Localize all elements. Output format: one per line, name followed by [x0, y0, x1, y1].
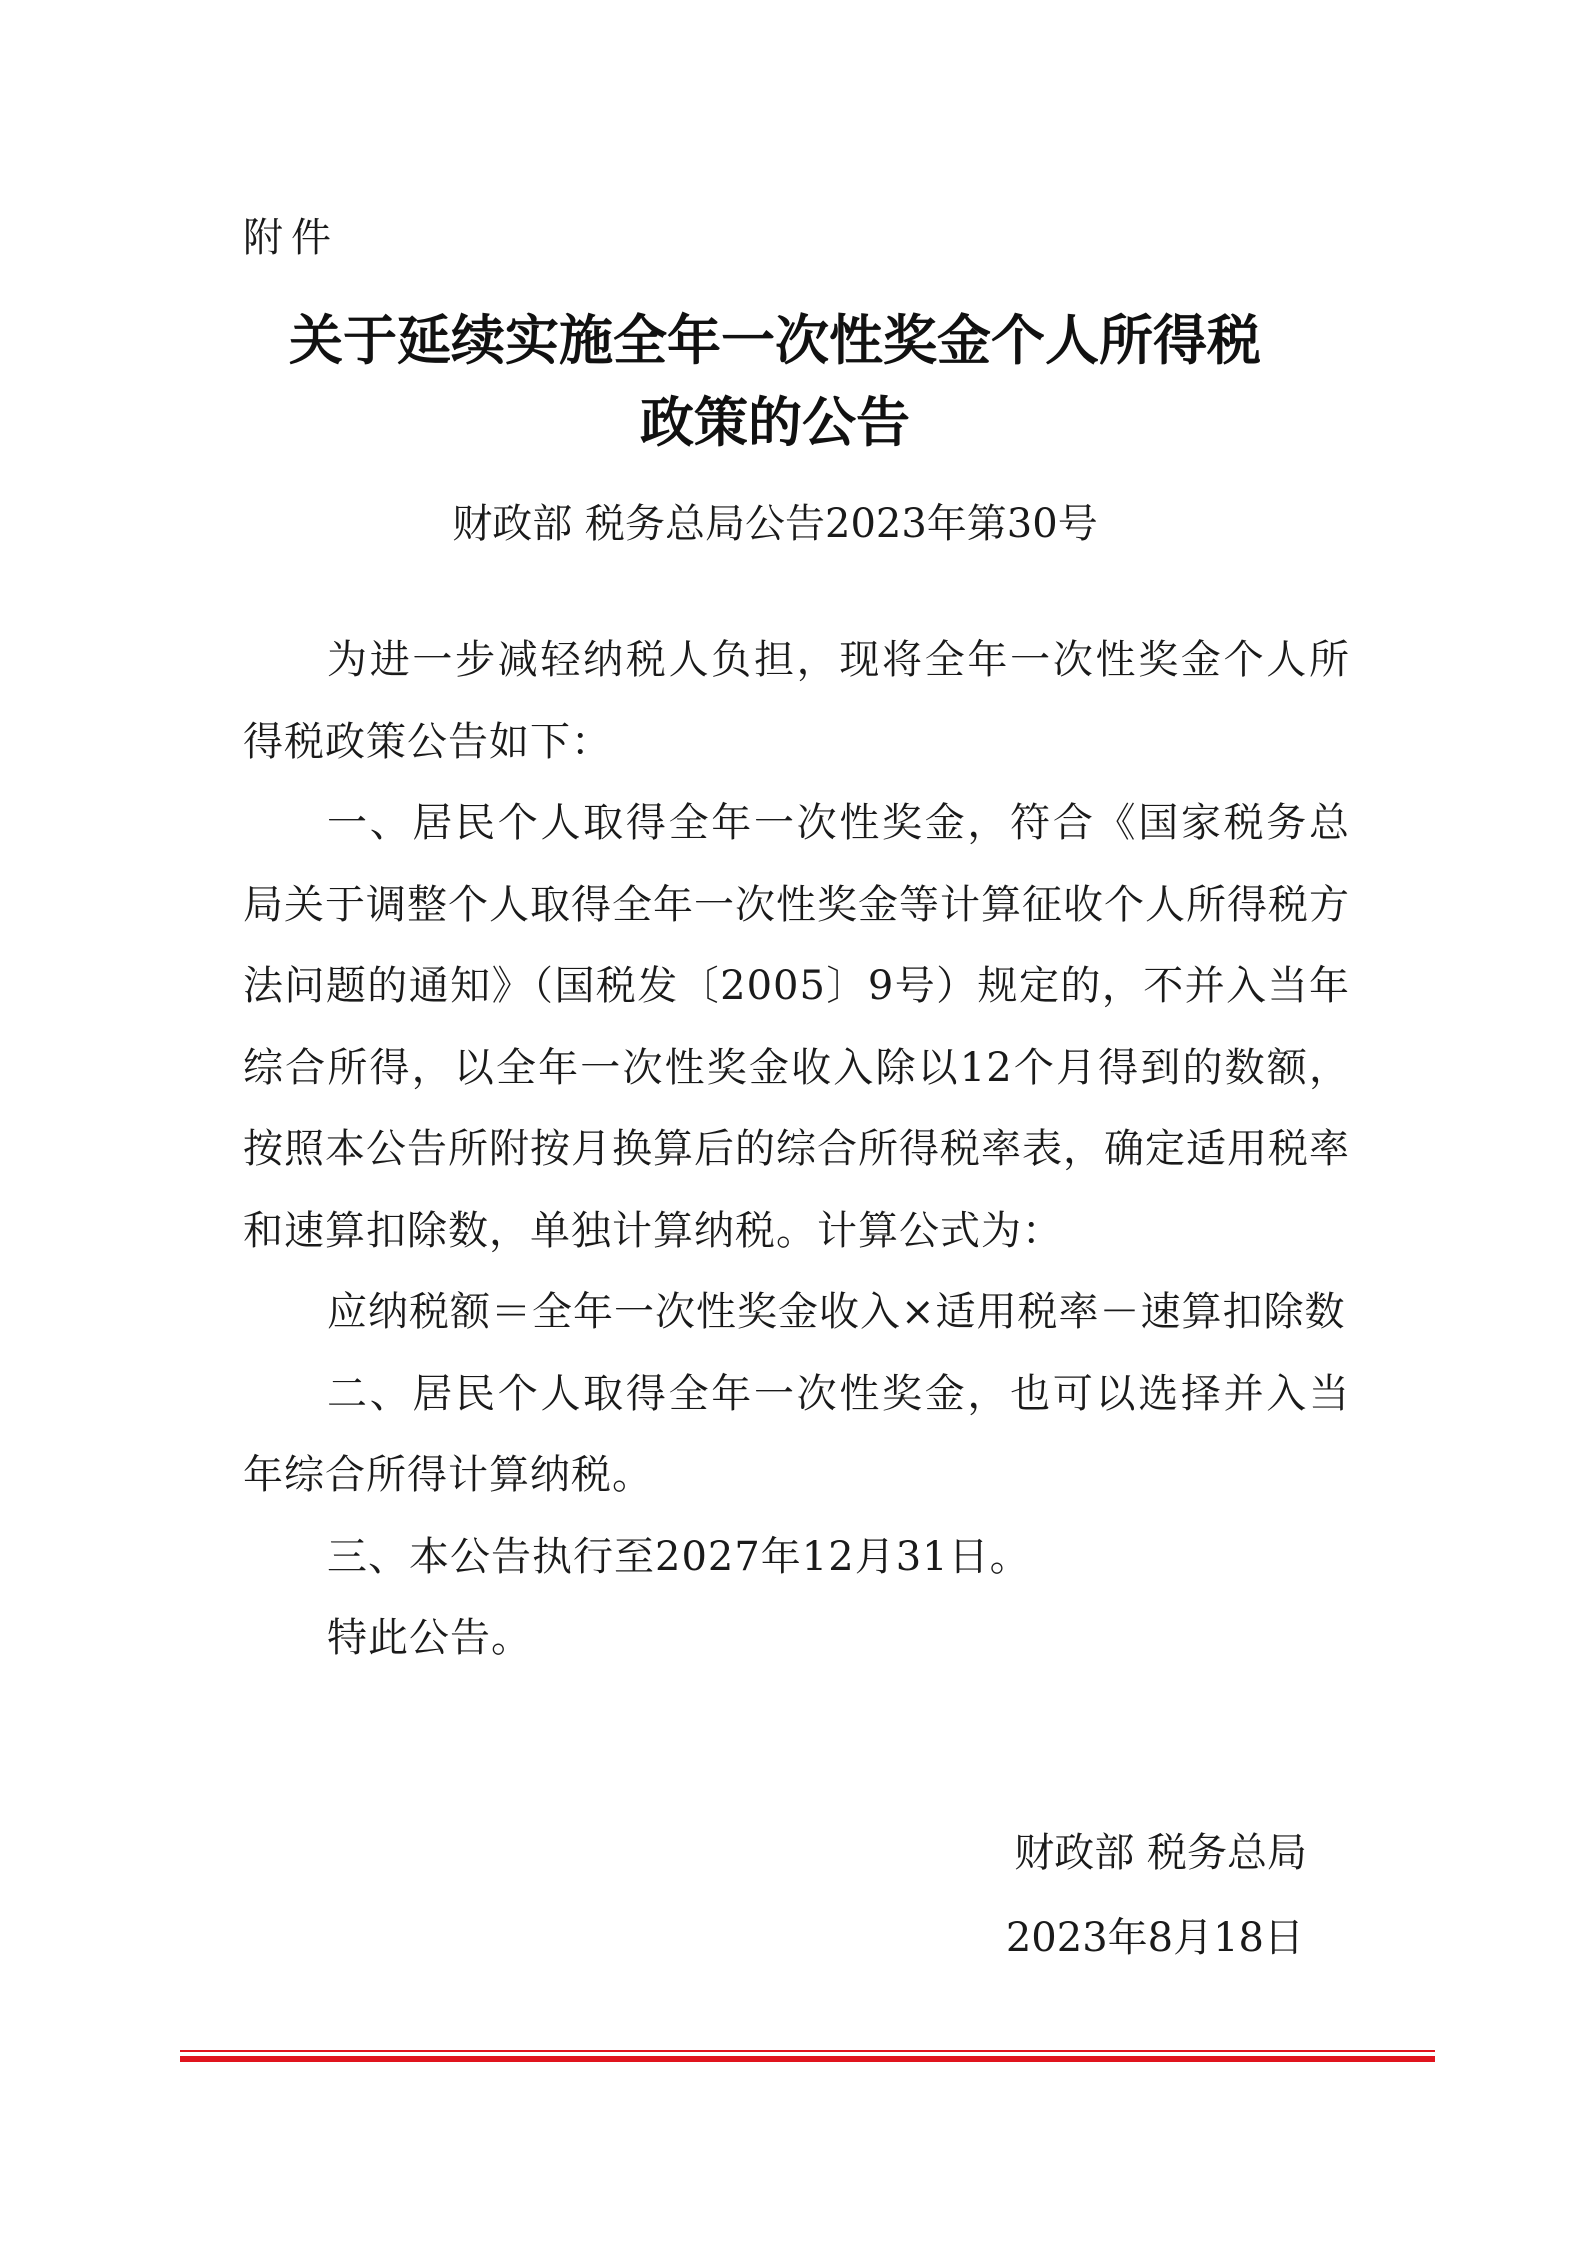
document-number: 财政部 税务总局公告2023年第30号 — [452, 501, 1098, 547]
footer-rule-thick — [180, 2056, 1435, 2062]
body-paragraph-item-2: 二、居民个人取得全年一次性奖金，也可以选择并入当年综合所得计算纳税。 — [243, 1370, 1350, 1498]
body-paragraph-formula: 应纳税额＝全年一次性奖金收入×适用税率－速算扣除数 — [327, 1289, 1346, 1335]
attachment-label: 附件 — [243, 215, 339, 261]
issuing-agencies: 财政部 税务总局 — [1014, 1830, 1307, 1876]
issue-date: 2023年8月18日 — [1005, 1915, 1304, 1961]
document-title-line-1: 关于延续实施全年一次性奖金个人所得税 — [289, 309, 1261, 372]
document-title-line-2: 政策的公告 — [640, 391, 910, 454]
footer-rule-thin — [180, 2050, 1435, 2052]
body-paragraph-intro: 为进一步减轻纳税人负担，现将全年一次性奖金个人所得税政策公告如下： — [243, 637, 1350, 765]
body-paragraph-item-3: 三、本公告执行至2027年12月31日。 — [327, 1533, 1031, 1580]
body-paragraph-item-1: 一、居民个人取得全年一次性奖金，符合《国家税务总局关于调整个人取得全年一次性奖金等计算征收个人所得税方法问题的通知》（国税发〔2005〕9号）规定的，不并入当年综合所得，以全年一次性奖金收入除以12个月得到的数额，按照本公告所附按月换算后的综合所得税率表，确定适用税率和速算扣除数，单独计算纳税。计算公式为： — [243, 800, 1350, 1254]
document-body — [243, 620, 1350, 1680]
body-paragraph-closing: 特此公告。 — [327, 1615, 532, 1661]
